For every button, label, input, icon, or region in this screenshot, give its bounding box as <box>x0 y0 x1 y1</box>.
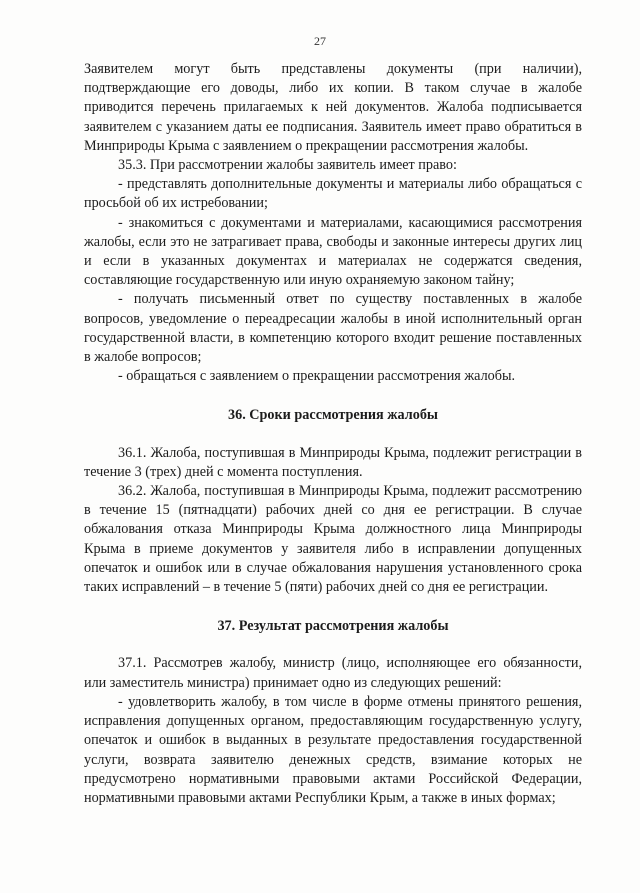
list-item: - знакомиться с документами и материалами, касающимися рассмотрения жалобы, если это не затрагивает права, свободы и законные интересы других лиц и если в указанных документах и материалах не содержатся сведения, составляющие государственную или иную охраняемую законом тайну; <box>84 214 582 289</box>
page-number: 27 <box>314 34 326 48</box>
paragraph-36-1: 36.1. Жалоба, поступившая в Минприроды Крыма, подлежит регистрации в течение 3 (трех) дней с момента поступления. <box>84 444 582 480</box>
section-36-heading: 36. Сроки рассмотрения жалобы <box>228 407 438 424</box>
list-item: - представлять дополнительные документы и материалы либо обращаться с просьбой об их истребовании; <box>84 176 582 212</box>
document-body <box>84 60 582 808</box>
list-item: - удовлетворить жалобу, в том числе в форме отмены принятого решения, исправления допущенных органом, предоставляющим государственную услугу, опечаток и ошибок в выданных в результате предоставления государственной услуги, возврата заявителю денежных средств, взимание которых не предусмотрено нормативными правовыми актами Российской Федерации, нормативными правовыми актами Республики Крым, а также в иных формах; <box>84 693 582 806</box>
section-37-heading: 37. Результат рассмотрения жалобы <box>217 618 449 635</box>
paragraph-36-2: 36.2. Жалоба, поступившая в Минприроды Крыма, подлежит рассмотрению в течение 15 (пятнадцати) рабочих дней со дня ее регистрации. В случае обжалования отказа Минприроды Крыма должностного лица Минприроды Крыма в приеме документов у заявителя либо в исправлении допущенных опечаток и ошибок или в случае обжалования нарушения установленного срока таких исправлений – в течение 5 (пяти) рабочих дней со дня ее регистрации. <box>84 483 582 596</box>
paragraph: Заявителем могут быть представлены документы (при наличии), подтверждающие его доводы, либо их копии. В таком случае в жалобе приводится перечень прилагаемых к ней документов. Жалоба подписывается заявителем с указанием даты ее подписания. Заявитель имеет право обратиться в Минприроды Крыма с заявлением о прекращении рассмотрения жалобы. <box>84 61 582 154</box>
paragraph-35-3: 35.3. При рассмотрении жалобы заявитель имеет право: <box>118 157 457 174</box>
paragraph-37-1: 37.1. Рассмотрев жалобу, министр (лицо, исполняющее его обязанности, или заместитель министра) принимает одно из следующих решений: <box>84 655 582 691</box>
list-item: - получать письменный ответ по существу поставленных в жалобе вопросов, уведомление о переадресации жалобы в иной исполнительный орган государственной власти, в компетенцию которого входит решение поставленных в жалобе вопросов; <box>84 291 582 366</box>
list-item: - обращаться с заявлением о прекращении рассмотрения жалобы. <box>118 368 516 385</box>
